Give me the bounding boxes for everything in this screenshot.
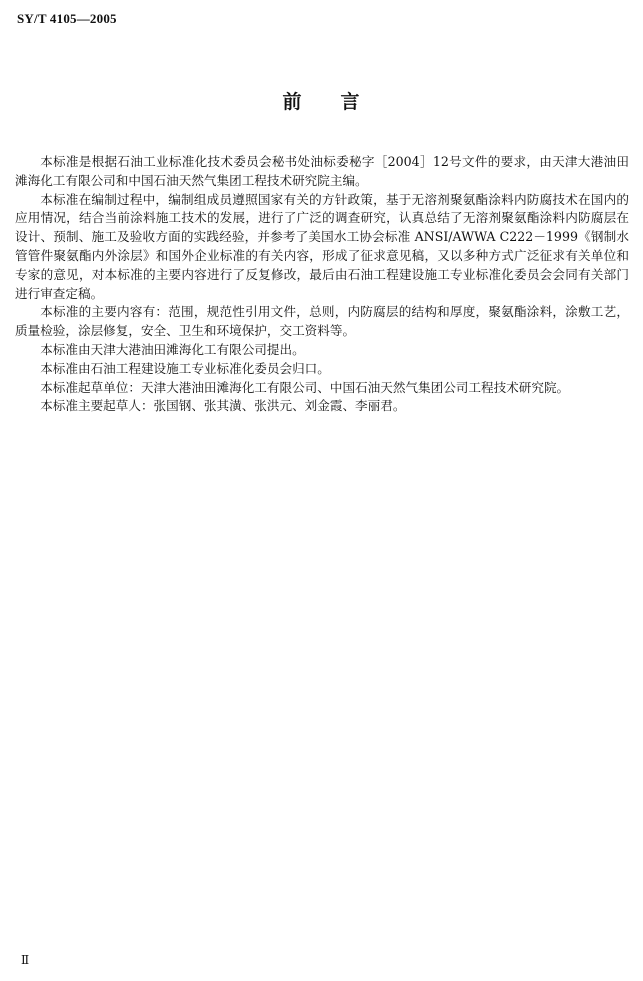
standard-code: SY/T 4105—2005 — [17, 11, 117, 26]
paragraph: 本标准的主要内容有：范围，规范性引用文件，总则，内防腐层的结构和厚度，聚氨酯涂料，涂敷工艺，质量检验，涂层修复，安全、卫生和环境保护，交工资料等。 — [15, 304, 629, 339]
paragraph: 本标准在编制过程中，编制组成员遵照国家有关的方针政策，基于无溶剂聚氨酯涂料内防腐技术在国内的应用情况，结合当前涂料施工技术的发展，进行了广泛的调查研究，认真总结了无溶剂聚氨酯涂料内防腐层在设计、预制、施工及验收方面的实践经验，并参考了美国水工协会标准 ANSI/AWWA C222－1999《钢制水管管件聚氨酯内外涂层》和国外企业标准的有关内容，形成了征求意见稿，又以多种方式广泛征求有关单位和专家的意见，对本标准的主要内容进行了反复修改，最后由石油工程建设施工专业标准化委员会会同有关部门进行审查定稿。 — [15, 191, 629, 301]
page-title — [0, 90, 643, 114]
paragraph: 本标准由石油工程建设施工专业标准化委员会归口。 — [40, 360, 330, 376]
paragraph: 本标准主要起草人：张国钢、张其潢、张洪元、刘金霞、李丽君。 — [40, 398, 406, 414]
paragraph: 本标准由天津大港油田滩海化工有限公司提出。 — [40, 341, 305, 357]
page-title-char-2: 言 — [340, 91, 361, 113]
paragraph: 本标准起草单位：天津大港油田滩海化工有限公司、中国石油天然气集团公司工程技术研究院。 — [40, 379, 570, 395]
page-title-char-1: 前 — [282, 91, 303, 113]
paragraph: 本标准是根据石油工业标准化技术委员会秘书处油标委秘字［2004］12号文件的要求，由天津大港油田滩海化工有限公司和中国石油天然气集团工程技术研究院主编。 — [15, 154, 629, 188]
foreword-body — [15, 153, 629, 416]
page-number: Ⅱ — [21, 953, 30, 967]
